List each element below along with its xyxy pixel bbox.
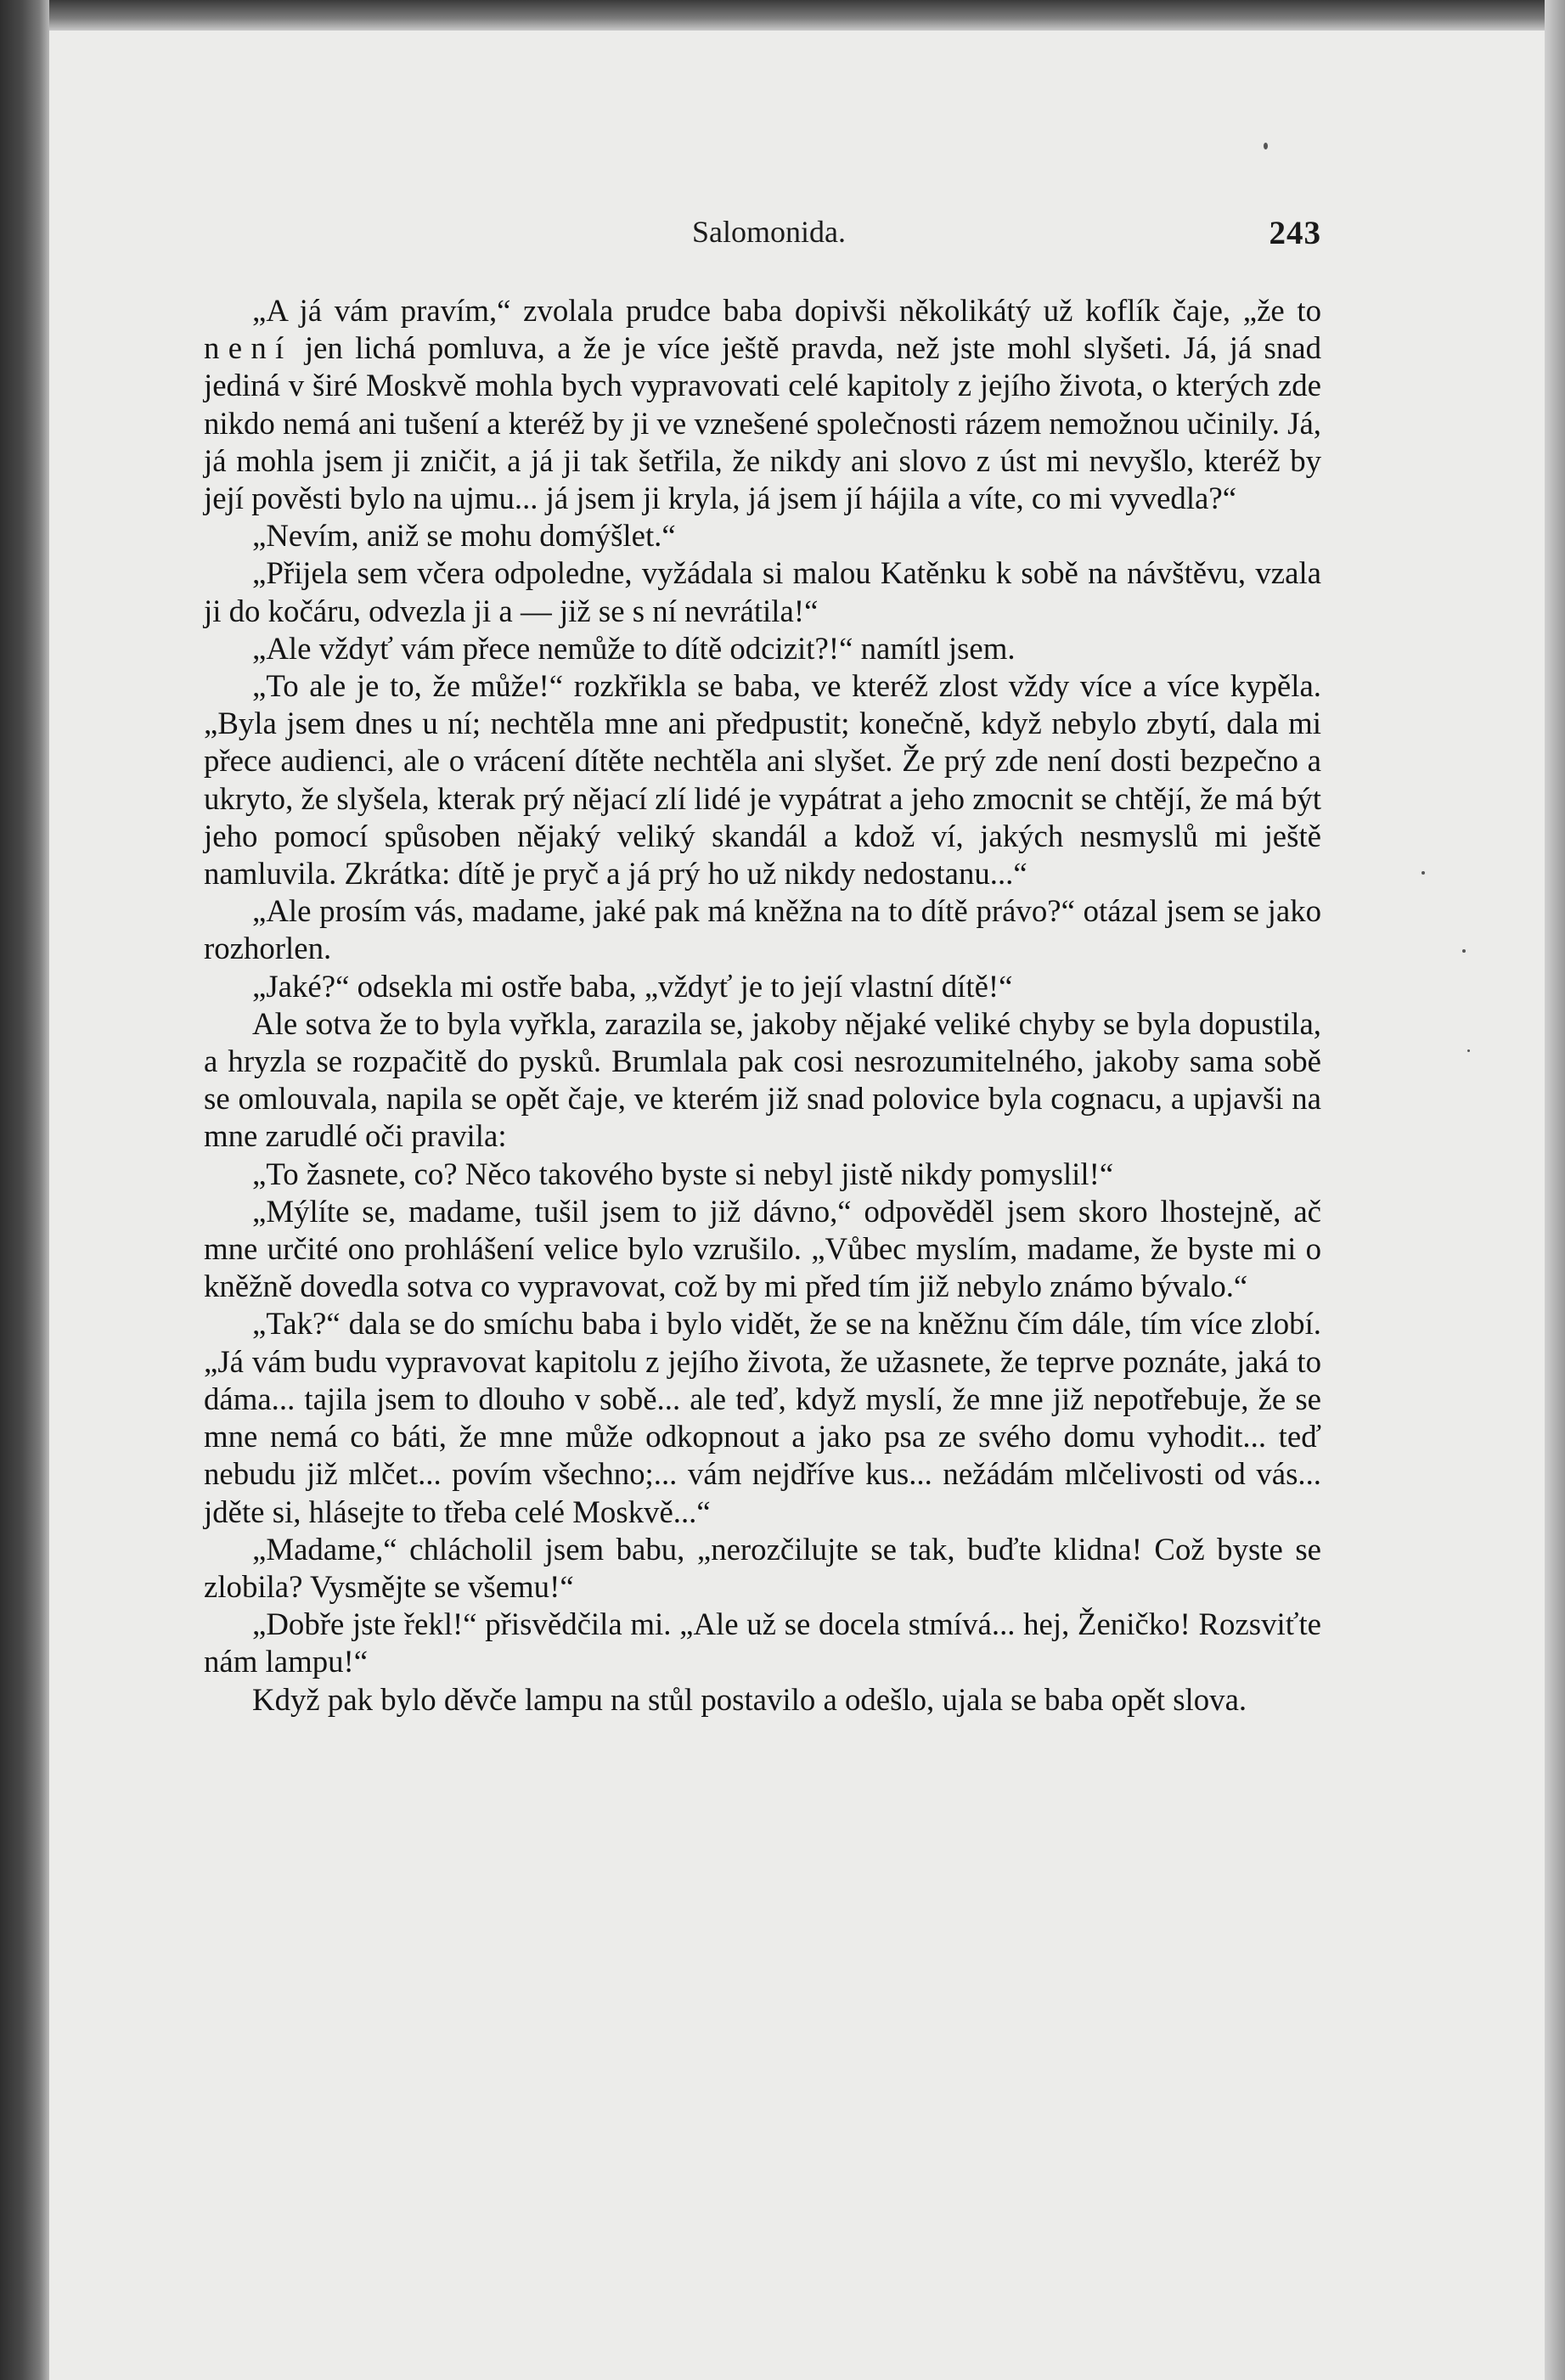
paragraph: „Ale vždyť vám přece nemůže to dítě odcizit?!“ namítl jsem. xyxy=(252,630,1016,666)
page-header xyxy=(204,214,1321,265)
paragraph: „Mýlíte se, madame, tušil jsem to již dávno,“ odpověděl jsem skoro lhostejně, ač mne určité ono prohlášení velice bylo vzrušilo. „Vůbec myslím, madame, že byste mi o kněžně dovedla sotva co vypravovat, což by mi před tím již nebylo známo bývalo.“ xyxy=(204,1193,1321,1304)
scan-shadow-top xyxy=(0,0,1565,31)
paragraph: „To ale je to, že může!“ rozkřikla se baba, ve kteréž zlost vždy více a více kypěla. „Byla jsem dnes u ní; nechtěla mne ani předpustit; konečně, když nebylo zbytí, dala mi přece audienci, ale o vrácení dítěte nechtěla ani slyšet. Že prý zde není dosti bezpečno a ukryto, že slyšela, kterak prý nějací zlí lidé je vypátrat a jeho zmocnit se chtějí, že má být jeho pomocí spůsoben nějaký veliký skandál a kdož ví, jakých nesmyslů mi ještě namluvila. Zkrátka: dítě je pryč a já prý ho už nikdy nedostanu...“ xyxy=(204,668,1322,892)
paragraph: „Přijela sem včera odpoledne, vyžádala si malou Katěnku k sobě na návštěvu, vzala ji do kočáru, odvezla ji a — již se s ní nevrátila!“ xyxy=(204,555,1321,628)
paragraph: Ale sotva že to byla vyřkla, zarazila se, jakoby nějaké veliké chyby se byla dopustila, a hryzla se rozpačitě do pysků. Brumlala pak cosi nesrozumitelného, jakoby sama sobě se omlouvala, napila se opět čaje, ve kterém již snad polovice byla cognacu, a upjavši na mne zarudlé oči pravila: xyxy=(204,1005,1321,1154)
paragraph-text: „A já vám pravím,“ zvolala prudce baba dopivši několikátý už koflík čaje, „že to xyxy=(252,293,1321,328)
paragraph xyxy=(204,292,1321,517)
paragraph: „Tak?“ dala se do smíchu baba i bylo vidět, že se na kněžnu čím dále, tím více zlobí. „Já vám budu vypravovat kapitolu z jejího života, že užasnete, že teprve poznáte, jaká to dáma... tajila jsem to dlouho v sobě... ale teď, když myslí, že mne již nepotřebuje, že se mne nemá co báti, že mne může odkopnout a jako psa ze svého domu vyhodit... teď nebudu již mlčet... povím všechno;... vám nejdříve kus... nežádám mlčelivosti od vás... jděte si, hlásejte to třeba celé Moskvě...“ xyxy=(204,1306,1321,1529)
scan-shadow-right xyxy=(1545,0,1565,2380)
emphasized-word: není xyxy=(204,330,293,366)
paragraph-text: jen lichá pomluva, a že je více ještě pravda, než jste mohl slyšeti. Já, já snad jediná v širé Moskvě mohla bych vypravovati celé kapitoly z jejího života, o kterých zde nikdo nemá ani tušení a kteréž by ji ve vznešené společnosti rázem nemožnou učinily. Já, já mohla jsem ji zničit, a já ji tak šetřila, že nikdy ani slovo z úst mi nevyšlo, kteréž by její pověsti bylo na ujmu... já jsem ji kryla, já jsem jí hájila a víte, co mi vyvedla?“ xyxy=(204,330,1321,516)
running-title: Salomonida. xyxy=(692,215,846,249)
paragraph: „Madame,“ chlácholil jsem babu, „nerozčilujte se tak, buďte klidna! Což byste se zlobila? Vysmějte se všemu!“ xyxy=(204,1531,1321,1604)
paragraph: „To žasnete, co? Něco takového byste si nebyl jistě nikdy pomyslil!“ xyxy=(252,1156,1114,1191)
page-number: 243 xyxy=(1269,215,1321,251)
dust-speck xyxy=(1467,1049,1470,1052)
paragraph: „Nevím, aniž se mohu domýšlet.“ xyxy=(252,518,676,554)
dust-speck xyxy=(1462,949,1466,953)
dust-speck xyxy=(1264,143,1268,149)
scan-shadow-left xyxy=(0,0,49,2380)
paragraph: „Ale prosím vás, madame, jaké pak má kněžna na to dítě právo?“ otázal jsem se jako rozhorlen. xyxy=(204,893,1321,966)
body-text xyxy=(204,292,1321,1719)
paragraph: „Jaké?“ odsekla mi ostře baba, „vždyť je to její vlastní dítě!“ xyxy=(252,968,1013,1004)
paragraph: „Dobře jste řekl!“ přisvědčila mi. „Ale už se docela stmívá... hej, Ženičko! Rozsviťte nám lampu!“ xyxy=(204,1606,1321,1680)
dust-speck xyxy=(1421,871,1425,875)
paragraph: Když pak bylo děvče lampu na stůl postavilo a odešlo, ujala se baba opět slova. xyxy=(252,1681,1247,1717)
